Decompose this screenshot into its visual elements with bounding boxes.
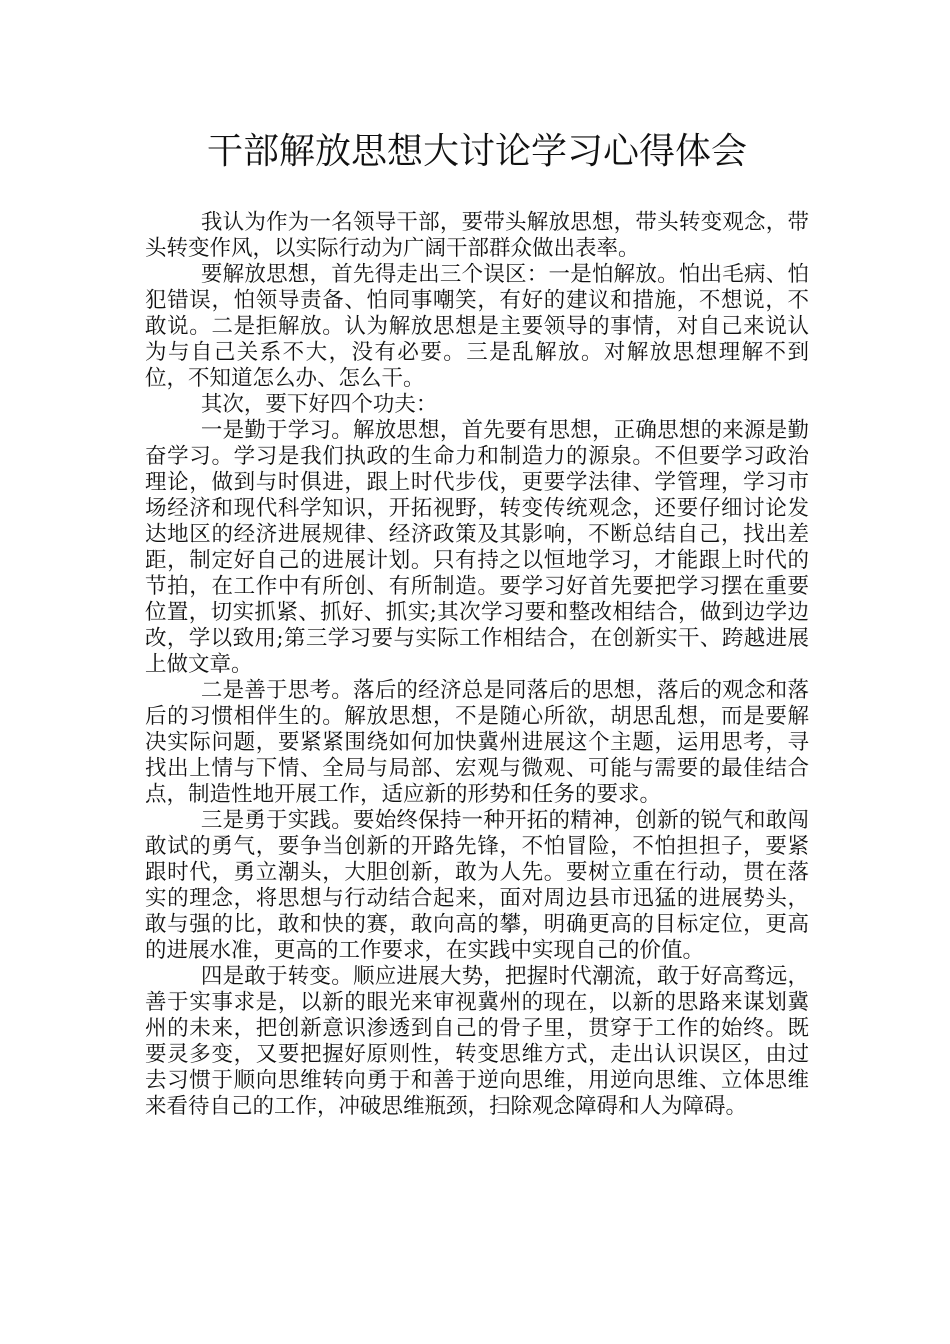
document-body (145, 210, 809, 1120)
document-title: 干部解放思想大讨论学习心得体会 (206, 131, 747, 172)
paragraph-brave-practice: 三是勇于实践。要始终保持一种开拓的精神，创新的锐气和敢闯敢试的勇气，要争当创新的开路先锋，不怕冒险，不怕担担子，要紧跟时代，勇立潮头，大胆创新，敢为人先。要树立重在行动，贯在落实的理念，将思想与行动结合起来，面对周边县市迅猛的进展势头，敢与强的比，敢和快的赛，敢向高的攀，明确更高的目标定位，更高的进展水准，更高的工作要求，在实践中实现自己的价值。 (145, 808, 809, 963)
paragraph-good-thinking: 二是善于思考。落后的经济总是同落后的思想，落后的观念和落后的习惯相伴生的。解放思想，不是随心所欲，胡思乱想，而是要解决实际问题，要紧紧围绕如何加快冀州进展这个主题，运用思考，寻找出上情与下情、全局与局部、宏观与微观、可能与需要的最佳结合点，制造性地开展工作，适应新的形势和任务的要求。 (145, 678, 809, 807)
paragraph-diligent-study: 一是勤于学习。解放思想，首先要有思想，正确思想的来源是勤奋学习。学习是我们执政的生命力和制造力的源泉。不但要学习政治理论，做到与时俱进，跟上时代步伐，更要学法律、学管理，学习市场经济和现代科学知识，开拓视野，转变传统观念，还要仔细讨论发达地区的经济进展规律、经济政策及其影响，不断总结自己，找出差距，制定好自己的进展计划。只有持之以恒地学习，才能跟上时代的节拍，在工作中有所创、有所制造。要学习好首先要把学习摆在重要位置，切实抓紧、抓好、抓实;其次学习要和整改相结合，做到边学边改，学以致用;第三学习要与实际工作相结合，在创新实干、跨越进展上做文章。 (145, 418, 809, 677)
paragraph-intro: 我认为作为一名领导干部，要带头解放思想，带头转变观念，带头转变作风，以实际行动为广阔干部群众做出表率。 (145, 210, 809, 261)
paragraph-three-misconceptions: 要解放思想，首先得走出三个误区：一是怕解放。怕出毛病、怕犯错误，怕领导责备、怕同事嘲笑，有好的建议和措施，不想说，不敢说。二是拒解放。认为解放思想是主要领导的事情，对自己来说认为与自己关系不大，没有必要。三是乱解放。对解放思想理解不到位，不知道怎么办、怎么干。 (145, 262, 809, 391)
document-page (145, 120, 809, 1120)
paragraph-four-efforts-heading: 其次，要下好四个功夫： (200, 392, 438, 417)
paragraph-dare-to-change: 四是敢于转变。顺应进展大势，把握时代潮流，敢于好高骛远，善于实事求是，以新的眼光来审视冀州的现在，以新的思路来谋划冀州的未来，把创新意识渗透到自己的骨子里，贯穿于工作的始终。既要灵多变，又要把握好原则性，转变思维方式，走出认识误区，由过去习惯于顺向思维转向勇于和善于逆向思维，用逆向思维、立体思维来看待自己的工作，冲破思维瓶颈，扫除观念障碍和人为障碍。 (145, 964, 809, 1119)
